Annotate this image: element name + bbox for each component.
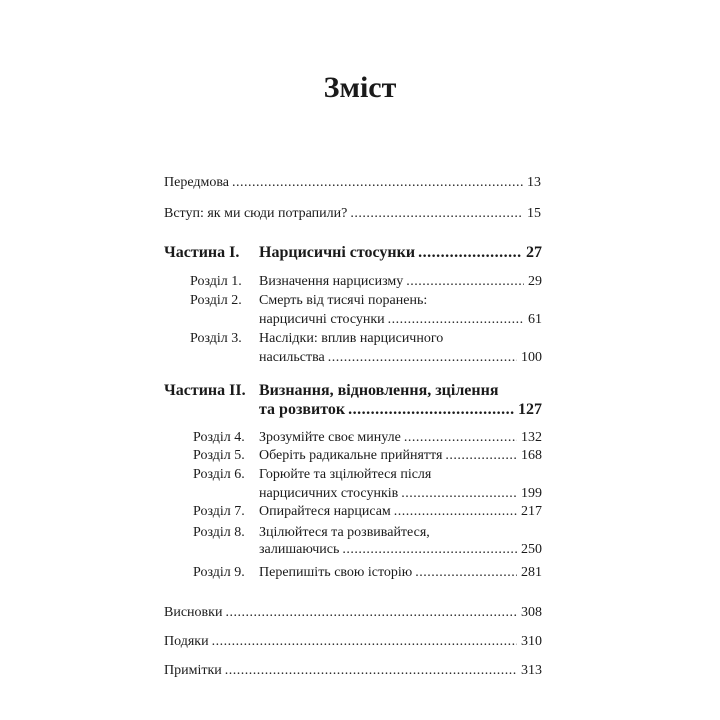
toc-entry-label: Визначення нарцисизму [259,274,404,289]
chapter-number: Розділ 8. [193,525,245,540]
toc-page-number: 61 [528,312,542,327]
toc-entry-label: Нарцисичні стосунки [259,244,416,261]
chapter-number: Розділ 5. [193,448,245,463]
dot-leader [212,633,517,651]
dot-leader [401,485,517,503]
toc-page-number: 250 [521,542,542,557]
toc-entry-label: Перепишіть свою історію [259,565,413,580]
toc-entry-label-line: Зцілюйтеся та розвивайтеся, [259,525,430,540]
dot-leader [415,564,517,582]
chapter-number: Розділ 3. [190,331,242,346]
dot-leader [328,349,517,367]
toc-entry-notes[interactable] [164,662,542,680]
toc-entry-chapter-1[interactable] [259,273,542,291]
toc-entry-part-2[interactable] [259,400,542,420]
toc-entry-label: Оберіть радикальне прийняття [259,448,443,463]
toc-page-number: 15 [527,206,541,221]
toc-entry-label: залишаючись [259,542,340,557]
page-title: Зміст [323,71,397,104]
toc-entry-chapter-6[interactable] [259,485,542,503]
dot-leader [404,429,517,447]
toc-entry-introduction[interactable] [164,205,541,223]
toc-entry-chapter-4[interactable] [259,429,542,447]
toc-page-number: 313 [521,663,542,678]
chapter-number: Розділ 7. [193,504,245,519]
toc-entry-label-line: Горюйте та зцілюйтеся після [259,467,432,482]
toc-page-number: 127 [518,401,542,418]
toc-entry-chapter-3[interactable] [259,349,542,367]
toc-entry-chapter-8[interactable] [259,541,542,559]
dot-leader [342,541,517,559]
toc-page-number: 168 [521,448,542,463]
chapter-number: Розділ 6. [193,467,245,482]
toc-entry-label: Подяки [164,634,209,649]
toc-entry-label: Опирайтеся нарцисам [259,504,391,519]
toc-entry-label: Вступ: як ми сюди потрапили? [164,206,348,221]
toc-page-number: 217 [521,504,542,519]
toc-entry-chapter-2[interactable] [259,311,542,329]
chapter-number: Розділ 2. [190,293,242,308]
toc-entry-acknowledgements[interactable] [164,633,542,651]
toc-page-number: 199 [521,486,542,501]
dot-leader [350,205,523,223]
dot-leader [445,447,517,465]
toc-entry-label: нарцисичних стосунків [259,486,399,501]
toc-entry-chapter-7[interactable] [259,503,542,521]
toc-entry-label: насильства [259,350,325,365]
toc-page-number: 29 [528,274,542,289]
dot-leader [418,243,522,263]
toc-entry-label: Передмова [164,175,229,190]
dot-leader [225,662,517,680]
dot-leader [225,604,517,622]
toc-entry-chapter-9[interactable] [259,564,542,582]
toc-entry-label: та розвиток [259,401,346,418]
toc-entry-conclusions[interactable] [164,604,542,622]
dot-leader [388,311,524,329]
toc-page-number: 308 [521,605,542,620]
toc-page-number: 13 [527,175,541,190]
dot-leader [348,400,514,420]
toc-entry-label-line: Наслідки: вплив нарцисичного [259,331,444,346]
chapter-number: Розділ 9. [193,565,245,580]
chapter-number: Розділ 4. [193,430,245,445]
dot-leader [394,503,517,521]
toc-entry-label: Зрозумійте своє минуле [259,430,401,445]
chapter-number: Розділ 1. [190,274,242,289]
toc-entry-label: Висновки [164,605,223,620]
dot-leader [406,273,524,291]
part-number: Частина I. [164,244,240,261]
toc-page-number: 100 [521,350,542,365]
toc-page-number: 27 [526,244,542,261]
toc-page-number: 132 [521,430,542,445]
toc-entry-label-line: Смерть від тисячі поранень: [259,293,428,308]
toc-entry-foreword[interactable] [164,174,541,192]
toc-page-number: 310 [521,634,542,649]
toc-entry-label: нарцисичні стосунки [259,312,385,327]
dot-leader [232,174,523,192]
toc-page-number: 281 [521,565,542,580]
toc-entry-part-1[interactable] [259,243,542,263]
toc-entry-chapter-5[interactable] [259,447,542,465]
toc-entry-label: Примітки [164,663,222,678]
part-number: Частина II. [164,382,246,399]
toc-entry-label-line: Визнання, відновлення, зцілення [259,382,499,399]
